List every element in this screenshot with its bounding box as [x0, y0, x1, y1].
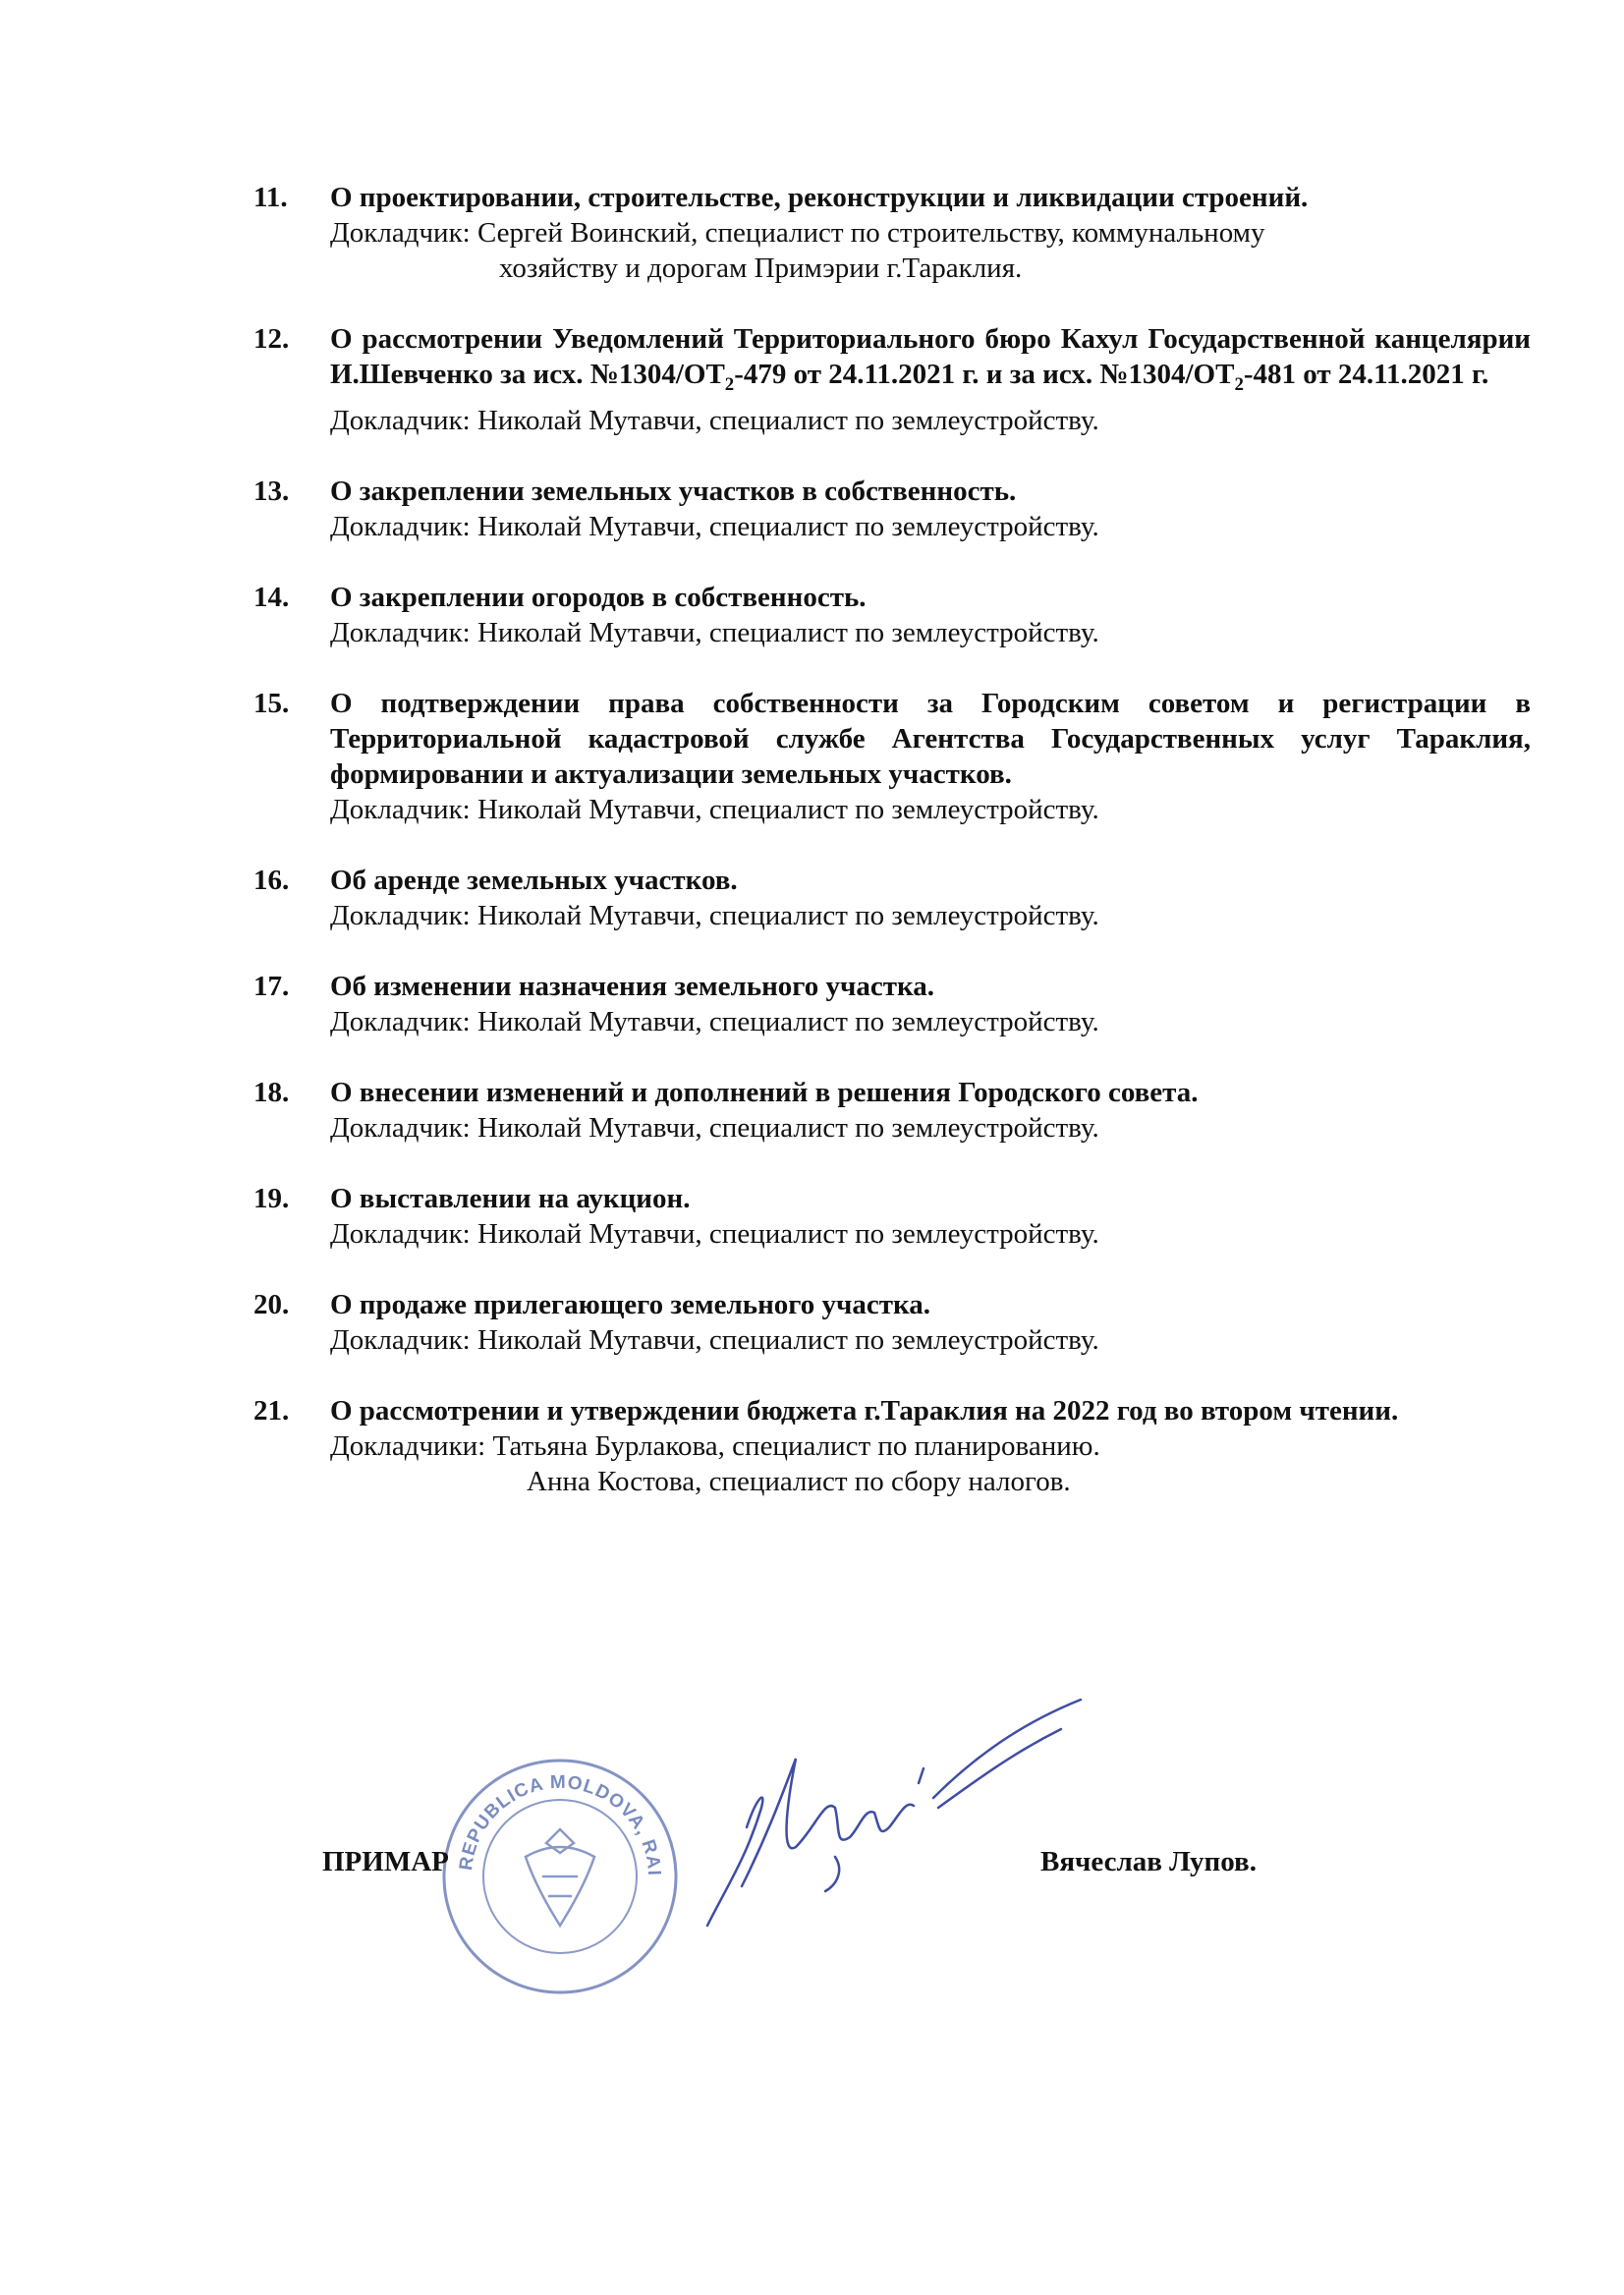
agenda-item-17 [253, 969, 1531, 1039]
item-reporter: Докладчик: Николай Мутавчи, специалист по землеустройству. [330, 510, 1099, 542]
agenda-item-19 [253, 1181, 1531, 1252]
agenda-item-12 [253, 321, 1531, 438]
item-number: 11. [253, 182, 288, 213]
agenda-item-18 [253, 1075, 1531, 1146]
item-reporter-cont: Анна Костова, специалист по сбору налогов. [527, 1465, 1071, 1497]
item-reporter-cont: хозяйству и дорогам Примэрии г.Тараклия. [499, 252, 1023, 284]
item-title: О рассмотрении и утверждении бюджета г.Тараклия на 2022 год во втором чтении. [330, 1394, 1399, 1427]
item-title: Об аренде земельных участков. [330, 864, 738, 896]
item-number: 14. [253, 581, 290, 613]
item-title: О внесении изменений и дополнений в решения Городского совета. [330, 1076, 1199, 1108]
item-number: 12. [253, 323, 290, 355]
item-reporter: Докладчик: Николай Мутавчи, специалист по землеустройству. [330, 1111, 1099, 1144]
signature [688, 1690, 1100, 1950]
item-title: О продаже прилегающего земельного участка. [330, 1288, 930, 1320]
agenda-list [253, 180, 1531, 1499]
item-title: О закреплении огородов в собственность. [330, 581, 867, 613]
item-number: 15. [253, 687, 290, 719]
item-number: 20. [253, 1288, 290, 1320]
agenda-item-15 [253, 686, 1531, 827]
item-title: О рассмотрении Уведомлений Территориального бюро Кахул Государственной канцелярии И.Шевченко за исх. $№1304/ОТ_2-479$ от 24.11.2021 г. и за исх. $№1304/ОТ_2-481$ от 24.11.2021 г. [330, 323, 1531, 395]
item-reporter: Докладчик: Николай Мутавчи, специалист по землеустройству. [330, 404, 1099, 436]
item-reporter: Докладчик: Николай Мутавчи, специалист по землеустройству. [330, 899, 1099, 931]
item-title: О закреплении земельных участков в собственность. [330, 475, 1017, 507]
item-reporter: Докладчик: Николай Мутавчи, специалист по землеустройству. [330, 793, 1099, 825]
agenda-item-20 [253, 1287, 1531, 1358]
item-reporter: Докладчик: Николай Мутавчи, специалист по землеустройству. [330, 616, 1099, 648]
item-number: 19. [253, 1182, 290, 1214]
item-title: Об изменении назначения земельного участка. [330, 970, 934, 1002]
item-number: 21. [253, 1394, 290, 1427]
agenda-item-21 [253, 1393, 1531, 1499]
item-title: О выставлении на аукцион. [330, 1182, 691, 1214]
item-title: О подтверждении права собственности за Городским советом и регистрации в Территориальной кадастровой службе Агентства Государственных услуг Тараклия, формировании и актуализации земельных участков. [330, 687, 1531, 790]
svg-text:REPUBLICA MOLDOVA, RAIONUL TAR [432, 1749, 664, 1876]
item-reporter: Докладчик: Николай Мутавчи, специалист по землеустройству. [330, 1323, 1099, 1356]
item-number: 17. [253, 970, 290, 1002]
signatory-name: Вячеслав Лупов. [1040, 1846, 1257, 1877]
item-number: 18. [253, 1076, 290, 1108]
stamp-text: REPUBLICA MOLDOVA, RAI [456, 1771, 665, 1877]
item-reporter: Докладчик: Николай Мутавчи, специалист по землеустройству. [330, 1005, 1099, 1037]
agenda-item-16 [253, 863, 1531, 933]
item-reporter: Докладчик: Сергей Воинский, специалист по строительству, коммунальному [330, 217, 1265, 249]
item-number: 13. [253, 475, 290, 507]
item-title: О проектировании, строительстве, реконструкции и ликвидации строений. [330, 182, 1309, 213]
agenda-item-13 [253, 474, 1531, 544]
agenda-item-14 [253, 580, 1531, 650]
item-number: 16. [253, 864, 290, 896]
item-reporter: Докладчик: Николай Мутавчи, специалист по землеустройству. [330, 1217, 1099, 1250]
official-stamp [432, 1749, 688, 2009]
item-reporter: Докладчики: Татьяна Бурлакова, специалист по планированию. [330, 1429, 1100, 1462]
signatory-position: ПРИМАР [322, 1846, 449, 1877]
agenda-item-11 [253, 180, 1531, 286]
